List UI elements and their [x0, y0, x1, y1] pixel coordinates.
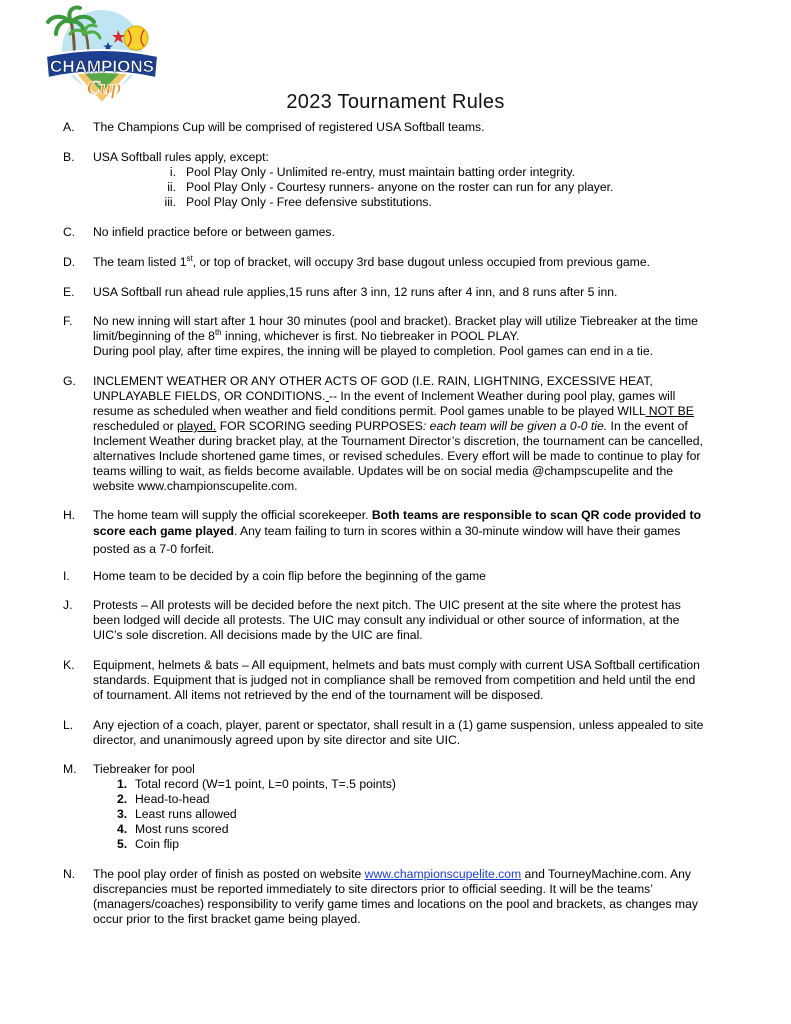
rule-text: Protests – All protests will be decided before the next pitch. The UIC present at the site where the protest has been lodged will decide all protests. The UIC may consult any individual or other source of information, at the UIC’s sole discretion. All decisions made by the UIC are final.: [93, 598, 681, 642]
rule-letter: G.: [63, 374, 76, 388]
rule-d: [63, 255, 753, 270]
rule-letter: I.: [63, 569, 70, 583]
rule-letter: N.: [63, 867, 76, 881]
rule-g: [63, 374, 753, 494]
rule-text: The Champions Cup will be comprised of registered USA Softball teams.: [93, 120, 485, 134]
rule-text: Home team to be decided by a coin flip before the beginning of the game: [93, 569, 486, 583]
rule-text: Equipment, helmets & bats – All equipment, helmets and bats must comply with current USA Softball certification standards. Equipment that is judged not in compliance shall be removed from competition and held until the end of tournament. All items not retrieved by the end of the tournament will be disposed.: [93, 658, 700, 702]
rule-a: [63, 120, 753, 135]
rule-letter: F.: [63, 314, 73, 328]
rule-letter: K.: [63, 658, 75, 672]
tiebreaker-item: 5. Coin flip: [117, 837, 180, 851]
website-link[interactable]: www.championscupelite.com: [364, 867, 522, 881]
rule-l: [63, 718, 753, 748]
rule-e: [63, 285, 753, 300]
rule-letter: C.: [63, 225, 76, 239]
rule-text: The team listed 1st, or top of bracket, will occupy 3rd base dugout unless occupied from previous game.: [93, 253, 650, 269]
rule-letter: J.: [63, 598, 73, 612]
tiebreaker-item: 3. Least runs allowed: [117, 807, 237, 821]
sub-num: i.: [169, 165, 176, 179]
sub-num: ii.: [167, 180, 176, 194]
rule-text: The pool play order of finish as posted on website www.championscupelite.com and TourneyMachine.com. Any discrepancies must be reported immediately to site directors prior to official seeding. It will be the teams’ (managers/coaches) responsibility to verify game times and locations on the pool and brackets, as changes may occur prior to the first bracket game being played.: [93, 867, 698, 926]
sub-text: Pool Play Only - Courtesy runners- anyone on the roster can run for any player.: [186, 180, 614, 194]
rule-i: [63, 569, 753, 584]
rule-letter: D.: [63, 255, 76, 269]
rule-text: No infield practice before or between games.: [93, 225, 335, 239]
rule-j: [63, 598, 753, 643]
sub-text: Pool Play Only - Free defensive substitutions.: [186, 195, 432, 209]
rule-text: The home team will supply the official scorekeeper. Both teams are responsible to scan QR code provided to score each game played. Any team failing to turn in scores within a 30-minute window will have their games posted as a 7-0 forfeit.: [93, 508, 702, 556]
rule-letter: E.: [63, 285, 75, 299]
rule-h: [63, 508, 753, 557]
logo-text-champions: CHAMPIONS: [50, 57, 154, 76]
rule-letter: A.: [63, 120, 75, 134]
sub-num: iii.: [164, 195, 176, 209]
tiebreaker-item: 2. Head-to-head: [117, 792, 210, 806]
rule-text: INCLEMENT WEATHER OR ANY OTHER ACTS OF GOD (I.E. RAIN, LIGHTNING, EXCESSIVE HEAT, UNPLAYABLE FIELDS, OR CONDITIONS. -- In the event of Inclement Weather during pool play, games will resume as scheduled when weather and field conditions permit. Pool games unable to be played WILL NOT BE rescheduled or played. FOR SCORING seeding PURPOSES: each team will be given a 0-0 tie. In the event of Inclement Weather during bracket play, at the Tournament Director’s discretion, the tournament can be cancelled, alternatives Include shortened game times, or revised schedules. Every effort will be made to continue to play for teams willing to wait, as fields become available. Updates will be on social media @champscupelite and the website www.championscupelite.com.: [93, 374, 703, 493]
tiebreaker-item: 4. Most runs scored: [117, 822, 229, 836]
rule-b: [63, 150, 753, 165]
rule-letter: M.: [63, 762, 77, 776]
page-title: 2023 Tournament Rules: [286, 91, 505, 113]
rule-text: USA Softball run ahead rule applies,15 runs after 3 inn, 12 runs after 4 inn, and 8 runs after 5 inn.: [93, 285, 618, 299]
rule-c: [63, 225, 753, 240]
rule-text: USA Softball rules apply, except:: [93, 150, 269, 164]
tiebreaker-item: 1. Total record (W=1 point, L=0 points, T=.5 points): [117, 777, 396, 791]
rule-letter: H.: [63, 508, 76, 522]
rule-text: No new inning will start after 1 hour 30 minutes (pool and bracket). Bracket play will utilize Tiebreaker at the time limit/beginning of the 8th inning, whichever is first. No tiebreaker in POOL PLAY. During pool play, after time expires, the inning will be played to completion. Pool games can end in a tie.: [93, 314, 698, 358]
rule-text: Any ejection of a coach, player, parent or spectator, shall result in a (1) game suspension, unless appealed to site director, and unanimously agreed upon by site director and site UIC.: [93, 718, 704, 747]
rule-f: [63, 314, 753, 359]
rule-n: [63, 867, 753, 927]
sub-text: Pool Play Only - Unlimited re-entry, must maintain batting order integrity.: [186, 165, 576, 179]
rule-letter: B.: [63, 150, 75, 164]
rule-letter: L.: [63, 718, 74, 732]
rule-k: [63, 658, 753, 703]
rule-m: [63, 762, 753, 777]
logo-text-cup: Cup: [86, 77, 122, 99]
rule-text: Tiebreaker for pool: [93, 762, 195, 776]
